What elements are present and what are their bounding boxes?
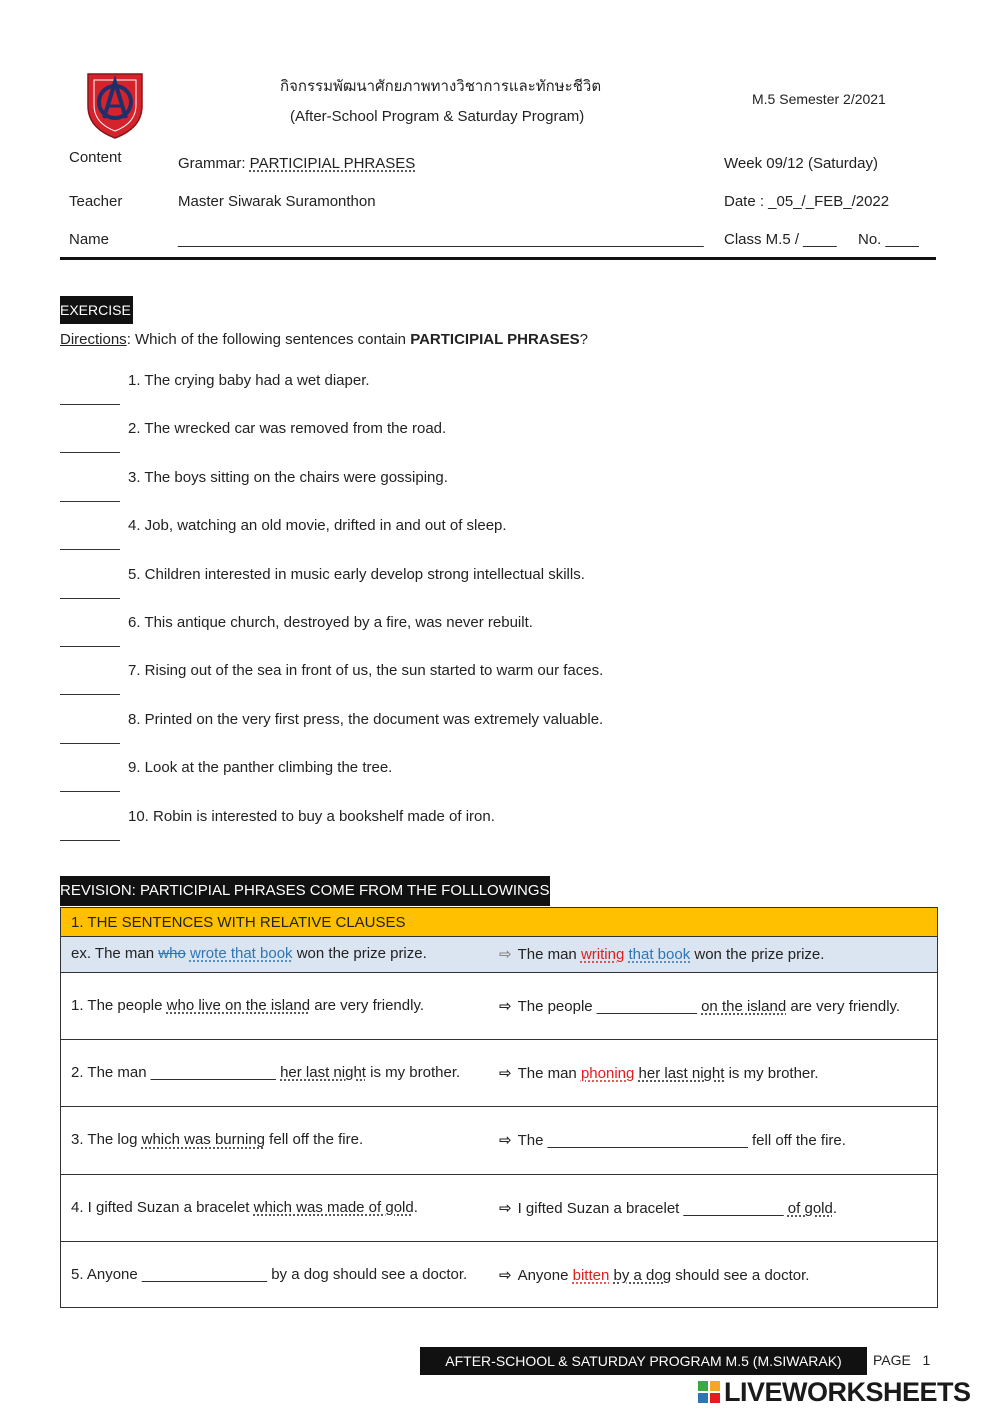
answer-blank[interactable]	[60, 549, 120, 550]
question-item: 8. Printed on the very first press, the document was extremely valuable.	[128, 710, 604, 728]
rewritten-sentence: ⇨ I gifted Suzan a bracelet ____________ of gold.	[499, 1199, 838, 1217]
question-item: 9. Look at the panther climbing the tree.	[128, 759, 393, 777]
original-sentence: 2. The man _______________ her last night is my brother.	[71, 1064, 461, 1082]
liveworksheets-logo[interactable]: LIVEWORKSHEETS	[698, 1377, 971, 1408]
teacher-value: Master Siwarak Suramonthon	[178, 193, 376, 210]
footer-program: AFTER-SCHOOL & SATURDAY PROGRAM M.5 (M.SIWARAK)	[420, 1347, 867, 1375]
program-title-thai: กิจกรรมพัฒนาศักยภาพทางวิชาการและทักษะชีวิต	[280, 78, 602, 95]
rewritten-sentence: ⇨ The ________________________ fell off the fire.	[499, 1132, 846, 1150]
answer-blank[interactable]	[60, 646, 120, 647]
table-row	[61, 1107, 937, 1174]
section-header: 1. THE SENTENCES WITH RELATIVE CLAUSES	[61, 908, 937, 937]
example-original: ex. The man who wrote that book won the prize prize.	[71, 945, 427, 962]
question-item: 10. Robin is interested to buy a bookshelf made of iron.	[128, 807, 495, 825]
question-item: 6. This antique church, destroyed by a fire, was never rebuilt.	[128, 614, 533, 631]
table-row	[61, 1242, 937, 1309]
example-row	[61, 937, 937, 973]
rewritten-sentence: ⇨ The man phoning her last night is my brother.	[499, 1065, 819, 1083]
arrow-right-icon: ⇨	[499, 1132, 512, 1150]
name-field[interactable]: _______________________________________________________________	[178, 231, 704, 248]
table-row	[61, 1175, 937, 1242]
example-rewritten: ⇨ The man writing that book won the prize prize.	[499, 946, 825, 963]
page-number: PAGE 1	[873, 1352, 931, 1368]
question-item: 5. Children interested in music early develop strong intellectual skills.	[128, 565, 585, 583]
number-field[interactable]: No. ____	[858, 231, 919, 248]
name-label: Name	[69, 231, 110, 248]
question-item: 3. The boys sitting on the chairs were gossiping.	[128, 468, 448, 486]
answer-blank[interactable]	[60, 743, 120, 744]
question-item: 7. Rising out of the sea in front of us, the sun started to warm our faces.	[128, 662, 604, 680]
arrow-right-icon: ⇨	[499, 946, 512, 963]
answer-blank[interactable]	[60, 501, 120, 502]
answer-blank[interactable]	[60, 694, 120, 695]
arrow-right-icon: ⇨	[499, 1199, 512, 1217]
answer-blank[interactable]	[60, 791, 120, 792]
answer-blank[interactable]	[60, 404, 120, 405]
arrow-right-icon: ⇨	[499, 998, 512, 1015]
semester-label: M.5 Semester 2/2021	[752, 91, 886, 107]
question-item: 4. Job, watching an old movie, drifted in and out of sleep.	[128, 517, 507, 535]
date-label: Date : _05_/_FEB_/2022	[724, 193, 890, 210]
week-label: Week 09/12 (Saturday)	[724, 155, 878, 172]
rewritten-sentence: ⇨ The people ____________ on the island are very friendly.	[499, 998, 901, 1015]
answer-blank[interactable]	[60, 598, 120, 599]
original-sentence: 5. Anyone _______________ by a dog should see a doctor.	[71, 1265, 468, 1283]
revision-table	[60, 907, 938, 1308]
question-item: 1. The crying baby had a wet diaper.	[128, 372, 370, 389]
content-value: Grammar: PARTICIPIAL PHRASES	[178, 155, 416, 172]
table-row	[61, 973, 937, 1040]
exercise-tag: EXERCISE	[60, 296, 133, 324]
program-subtitle: (After-School Program & Saturday Program)	[290, 108, 585, 125]
table-row	[61, 1040, 937, 1107]
answer-blank[interactable]	[60, 840, 120, 841]
revision-title: REVISION: PARTICIPIAL PHRASES COME FROM THE FOLLLOWINGS:	[60, 876, 550, 906]
teacher-label: Teacher	[69, 193, 123, 210]
liveworksheets-icon	[698, 1381, 720, 1403]
header-divider	[60, 257, 936, 260]
directions: Directions: Which of the following sentences contain PARTICIPIAL PHRASES?	[60, 331, 588, 348]
original-sentence: 1. The people who live on the island are very friendly.	[71, 997, 425, 1014]
arrow-right-icon: ⇨	[499, 1266, 512, 1284]
rewritten-sentence: ⇨ Anyone bitten by a dog should see a doctor.	[499, 1266, 810, 1284]
answer-blank[interactable]	[60, 452, 120, 453]
original-sentence: 3. The log which was burning fell off the fire.	[71, 1131, 364, 1149]
class-field[interactable]: Class M.5 / ____	[724, 231, 837, 248]
original-sentence: 4. I gifted Suzan a bracelet which was made of gold.	[71, 1198, 418, 1216]
arrow-right-icon: ⇨	[499, 1065, 512, 1083]
content-label: Content	[69, 149, 122, 166]
question-item: 2. The wrecked car was removed from the road.	[128, 420, 447, 438]
school-crest-logo	[80, 68, 150, 140]
